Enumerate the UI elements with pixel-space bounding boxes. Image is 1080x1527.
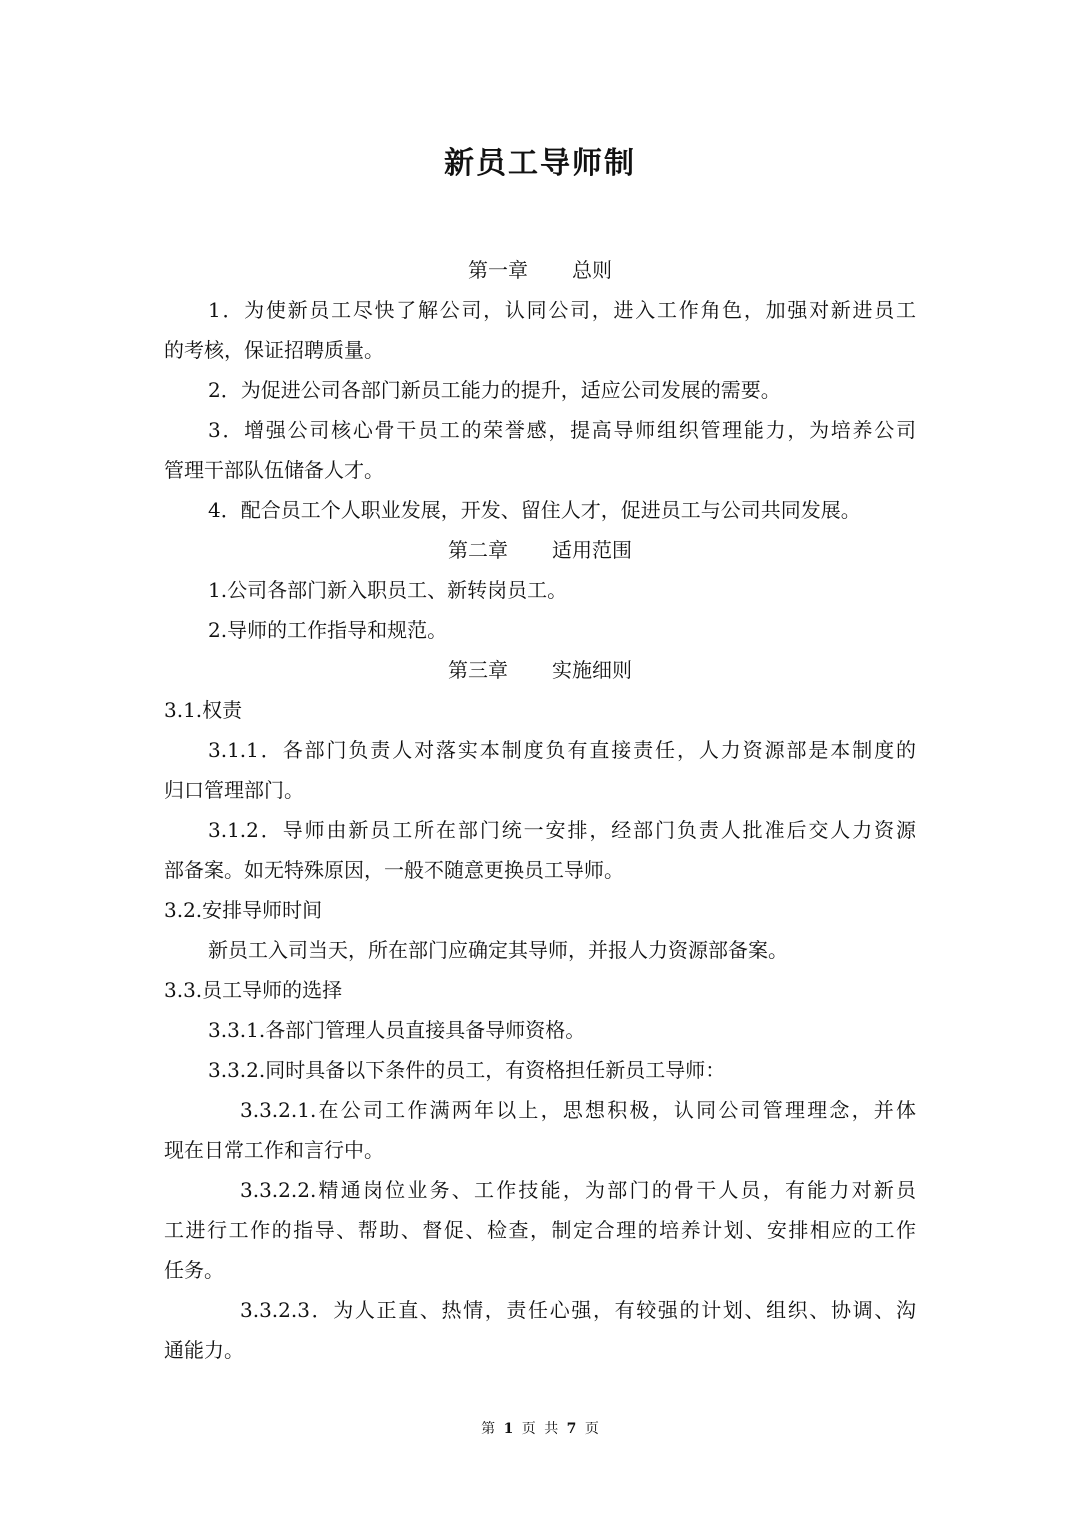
paragraph-line: 工进行工作的指导、帮助、督促、检查，制定合理的培养计划、安排相应的工作 <box>164 1218 916 1242</box>
chapter-number: 第一章 <box>468 258 528 282</box>
paragraph-line: 3.3.员工导师的选择 <box>164 978 343 1002</box>
paragraph-line: 现在日常工作和言行中。 <box>164 1138 384 1162</box>
footer-middle: 页 共 <box>521 1421 559 1437</box>
chapter-number: 第二章 <box>448 538 508 562</box>
paragraph-line: 3.3.1.各部门管理人员直接具备导师资格。 <box>208 1018 586 1042</box>
chapter-heading <box>164 250 916 290</box>
paragraph-line: 3.3.2.1.在公司工作满两年以上，思想积极，认同公司管理理念，并体 <box>240 1098 916 1122</box>
paragraph-line: 1.公司各部门新入职员工、新转岗员工。 <box>208 578 568 602</box>
current-page-number: 1 <box>503 1421 514 1437</box>
paragraph-line: 1．为使新员工尽快了解公司，认同公司，进入工作角色，加强对新进员工 <box>208 298 916 322</box>
paragraph-line: 3.3.2.2.精通岗位业务、工作技能，为部门的骨干人员，有能力对新员 <box>240 1178 916 1202</box>
chapter-heading <box>164 530 916 570</box>
footer-prefix: 第 <box>481 1421 496 1437</box>
paragraph-line: 3．增强公司核心骨干员工的荣誉感，提高导师组织管理能力，为培养公司 <box>208 418 916 442</box>
chapter-title: 总则 <box>572 258 612 282</box>
chapter-title: 实施细则 <box>552 658 632 682</box>
paragraph-line: 3.1.1．各部门负责人对落实本制度负有直接责任，人力资源部是本制度的 <box>208 738 916 762</box>
paragraph-line: 管理干部队伍储备人才。 <box>164 458 384 482</box>
paragraph-line: 3.2.安排导师时间 <box>164 898 323 922</box>
chapter-heading <box>164 650 916 690</box>
chapter-title: 适用范围 <box>552 538 632 562</box>
paragraph-line: 新员工入司当天，所在部门应确定其导师，并报人力资源部备案。 <box>208 938 788 962</box>
paragraph-line: 任务。 <box>164 1258 224 1282</box>
paragraph-line: 2.导师的工作指导和规范。 <box>208 618 448 642</box>
paragraph-line: 归口管理部门。 <box>164 778 304 802</box>
page-footer <box>0 1418 1080 1438</box>
paragraph-line: 的考核，保证招聘质量。 <box>164 338 384 362</box>
paragraph-line: 部备案。如无特殊原因，一般不随意更换员工导师。 <box>164 858 624 882</box>
total-pages-number: 7 <box>566 1421 577 1437</box>
document-body <box>164 250 916 1370</box>
paragraph-line: 4．配合员工个人职业发展，开发、留住人才，促进员工与公司共同发展。 <box>208 498 861 522</box>
paragraph-line: 2．为促进公司各部门新员工能力的提升，适应公司发展的需要。 <box>208 378 781 402</box>
footer-suffix: 页 <box>584 1421 599 1437</box>
paragraph-line: 3.1.2．导师由新员工所在部门统一安排，经部门负责人批准后交人力资源 <box>208 818 916 842</box>
paragraph-line: 3.3.2.同时具备以下条件的员工，有资格担任新员工导师： <box>208 1058 726 1082</box>
paragraph-line: 通能力。 <box>164 1338 244 1362</box>
paragraph-line: 3.3.2.3．为人正直、热情，责任心强，有较强的计划、组织、协调、沟 <box>240 1298 916 1322</box>
paragraph-line: 3.1.权责 <box>164 698 243 722</box>
document-title: 新员工导师制 <box>444 146 636 181</box>
chapter-number: 第三章 <box>448 658 508 682</box>
